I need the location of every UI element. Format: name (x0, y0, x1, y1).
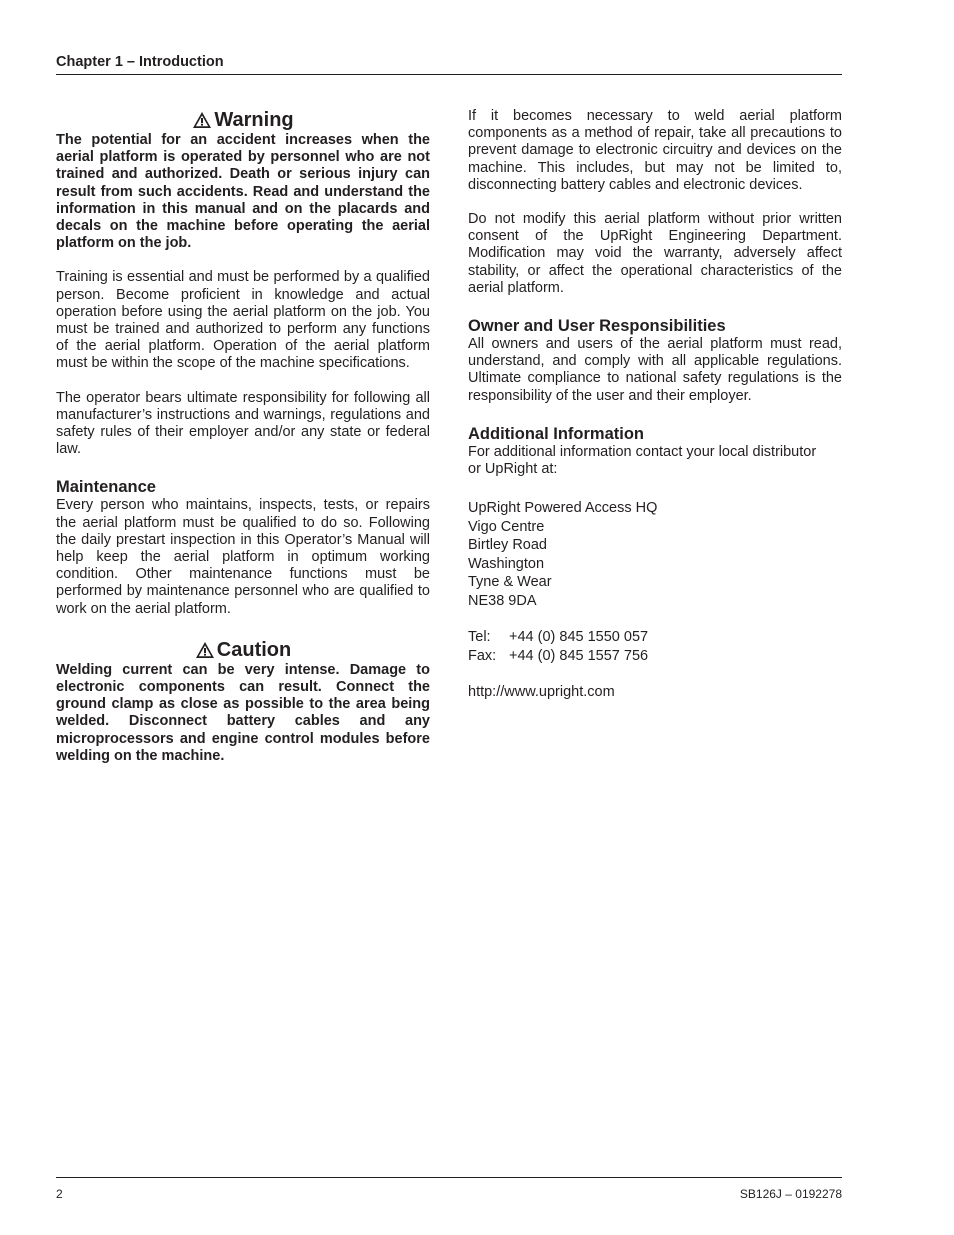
tel-line (468, 628, 842, 647)
address-line: Birtley Road (468, 537, 547, 554)
operator-paragraph: The operator bears ultimate responsibility for following all manufacturer’s instructions and warnings, regulations and safety rules of their employer and/or any state or federal law. (56, 389, 430, 458)
caution-heading (56, 638, 430, 662)
maintenance-paragraph: Every person who maintains, inspects, tests, or repairs the aerial platform must be qualified to do so. Following the daily prestart inspection in this Operator’s Manual will help keep the aerial platform in optimum working condition. Other maintenance functions must be performed by maintenance personnel who are qualified to work on the aerial platform. (56, 497, 430, 617)
address-line: Vigo Centre (468, 518, 545, 535)
warning-triangle-icon (192, 111, 212, 129)
left-column (56, 108, 430, 765)
tel-label: Tel: (468, 629, 491, 646)
address-line: Tyne & Wear (468, 574, 552, 591)
warning-title: Warning (214, 109, 294, 131)
address-line: NE38 9DA (468, 592, 537, 609)
fax-line (468, 647, 842, 666)
warning-text: The potential for an accident increases when the aerial platform is operated by personnel who are not trained and authorized. Death or serious injury can result from such accidents. Read and understand the information in this manual and on the placards and decals on the machine before operating the aerial platform on the job. (56, 132, 430, 252)
page-footer (56, 1177, 842, 1201)
website-link[interactable]: http://www.upright.com (468, 684, 615, 701)
tel-number: +44 (0) 845 1550 057 (509, 629, 649, 646)
address-block (468, 499, 842, 610)
warning-heading (56, 108, 430, 132)
training-paragraph: Training is essential and must be performed by a qualified person. Become proficient in knowledge and actual operation before using the aerial platform on the job. You must be trained and authorized to perform any functions of the aerial platform. Operation of the aerial platform must be within the scope of the machine specifications. (56, 269, 430, 372)
chapter-header: Chapter 1 – Introduction (56, 54, 842, 75)
page-number: 2 (56, 1187, 63, 1201)
address-line: Washington (468, 555, 545, 572)
document-id: SB126J – 0192278 (739, 1187, 842, 1201)
caution-text: Welding current can be very intense. Damage to electronic components can result. Connect the ground clamp as close as possible to the area being welded. Disconnect battery cables and any microprocessors and engine control modules before welding on the machine. (56, 661, 430, 764)
weld-paragraph: If it becomes necessary to weld aerial platform components as a method of repair, take all precautions to prevent damage to electronic circuitry and devices on the machine. This includes, but may not be limited to, disconnecting battery cables and electronic devices. (468, 108, 842, 193)
additional-paragraph: For additional information contact your local distributor or UpRight at: (468, 443, 817, 478)
additional-heading: Additional Information (468, 424, 644, 443)
owner-paragraph: All owners and users of the aerial platform must read, understand, and comply with all applicable regulations. Ultimate compliance to national safety regulations is the responsibility of the user and their employer. (468, 336, 842, 404)
maintenance-heading: Maintenance (56, 478, 156, 497)
fax-number: +44 (0) 845 1557 756 (509, 647, 649, 664)
fax-label: Fax: (468, 647, 497, 664)
right-column (468, 108, 842, 702)
address-line: UpRight Powered Access HQ (468, 500, 658, 517)
caution-triangle-icon (195, 641, 215, 659)
owner-heading: Owner and User Responsibilities (468, 317, 726, 336)
modify-paragraph: Do not modify this aerial platform without prior written consent of the UpRight Engineering Department. Modification may void the warranty, adversely affect stability, or affect the operational characteristics of the aerial platform. (468, 211, 842, 296)
contact-block (468, 628, 842, 665)
caution-title: Caution (216, 638, 292, 661)
website-block (468, 683, 842, 702)
